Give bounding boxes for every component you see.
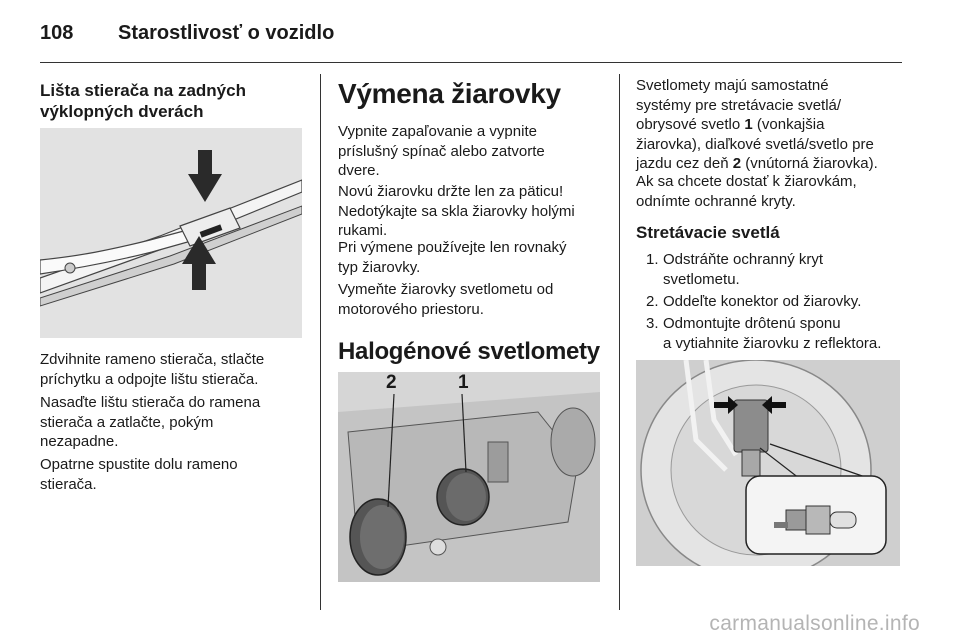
text-line: rukami. (338, 222, 388, 239)
list-text (663, 292, 903, 312)
bulb-number: 2 (732, 155, 742, 172)
wiper-blade-figure (40, 128, 302, 338)
paragraph (40, 393, 306, 452)
page-header (40, 18, 902, 63)
text-line: stierača a zatlačte, pokým (40, 413, 214, 431)
text-line: odnímte ochranné kryty. (636, 192, 796, 210)
paragraph (338, 182, 604, 241)
text-line: stierača. (40, 475, 97, 493)
text-line: Pri výmene používejte len rovnaký (338, 239, 567, 256)
text-line: príchytku a odpojte lištu stierača. (40, 370, 259, 388)
paragraph (338, 280, 604, 319)
paragraph (636, 172, 902, 211)
callout-label-2: 2 (386, 372, 397, 393)
text-line: nezapadne. (40, 433, 119, 450)
list-number: 3. (646, 315, 659, 332)
text-line: Vypnite zapaľovanie a vypnite (338, 123, 537, 140)
headlamp-caps-illustration (338, 372, 600, 582)
bulb-removal-figure (636, 360, 900, 566)
text-line: Ak sa chcete dostať k žiarovkám, (636, 173, 857, 190)
text-line: Novú žiarovku držte len za päticu! (338, 183, 564, 200)
watermark: carmanualsonline.info (709, 612, 920, 635)
text-line: Opatrne spustite dolu rameno (40, 456, 238, 473)
text-line: dvere. (338, 162, 380, 179)
chapter-title: Starostlivosť o vozidlo (118, 22, 335, 44)
bulb-number: 1 (744, 116, 753, 133)
page-number: 108 (40, 22, 74, 44)
text-line: príslušný spínač alebo zatvorte (338, 142, 545, 160)
text-line: Odmontujte drôtenú sponu (663, 315, 841, 332)
subheading-low-beam: Stretávacie svetlá (636, 223, 780, 242)
paragraph (338, 238, 604, 277)
text-line: Oddeľte konektor od žiarovky. (663, 293, 862, 310)
list-number: 2. (646, 293, 659, 310)
text-line: Svetlomety majú samostatné (636, 77, 829, 94)
section-heading-wiper (40, 80, 246, 122)
text-line: motorového priestoru. (338, 300, 484, 318)
text-line: a vytiahnite žiarovku z reflektora. (663, 334, 882, 352)
text-line: Vymeňte žiarovky svetlometu od (338, 281, 554, 298)
text-line (636, 154, 902, 174)
paragraph (40, 455, 306, 494)
text-span: obrysové svetlo (636, 116, 745, 133)
list-text (663, 314, 903, 353)
text-line: systémy pre stretávacie svetlá/ (636, 96, 842, 114)
text-line: žiarovka), diaľkové svetlá/svetlo pre (636, 135, 874, 153)
text-line: Nedotýkajte sa skla žiarovky holými (338, 202, 575, 220)
text-span: (vonkajšia (752, 116, 825, 133)
paragraph (338, 122, 604, 181)
callout-label-1: 1 (458, 372, 469, 393)
column-divider-left (320, 74, 321, 610)
halogen-headlamp-figure (338, 372, 600, 582)
heading-line: výklopných dverách (40, 102, 204, 121)
paragraph (40, 350, 306, 389)
paragraph (636, 76, 902, 174)
heading-line: Lišta stierača na zadných (40, 81, 246, 100)
text-line: Odstráňte ochranný kryt (663, 251, 824, 268)
list-number: 1. (646, 251, 659, 268)
list-text (663, 250, 903, 289)
text-line (636, 115, 902, 135)
column-divider-right (619, 74, 620, 610)
text-span: jazdu cez deň (636, 155, 733, 172)
bulb-removal-illustration (636, 360, 900, 566)
text-line: svetlometu. (663, 270, 740, 288)
text-line: typ žiarovky. (338, 258, 421, 276)
text-span: (vnútorná žiarovka). (741, 155, 878, 172)
wiper-blade-illustration (40, 128, 302, 338)
text-line: Zdvihnite rameno stierača, stlačte (40, 351, 265, 368)
subheading-halogen: Halogénové svetlomety (338, 338, 600, 365)
text-line: Nasaďte lištu stierača do ramena (40, 394, 261, 411)
main-heading: Výmena žiarovky (338, 78, 561, 109)
